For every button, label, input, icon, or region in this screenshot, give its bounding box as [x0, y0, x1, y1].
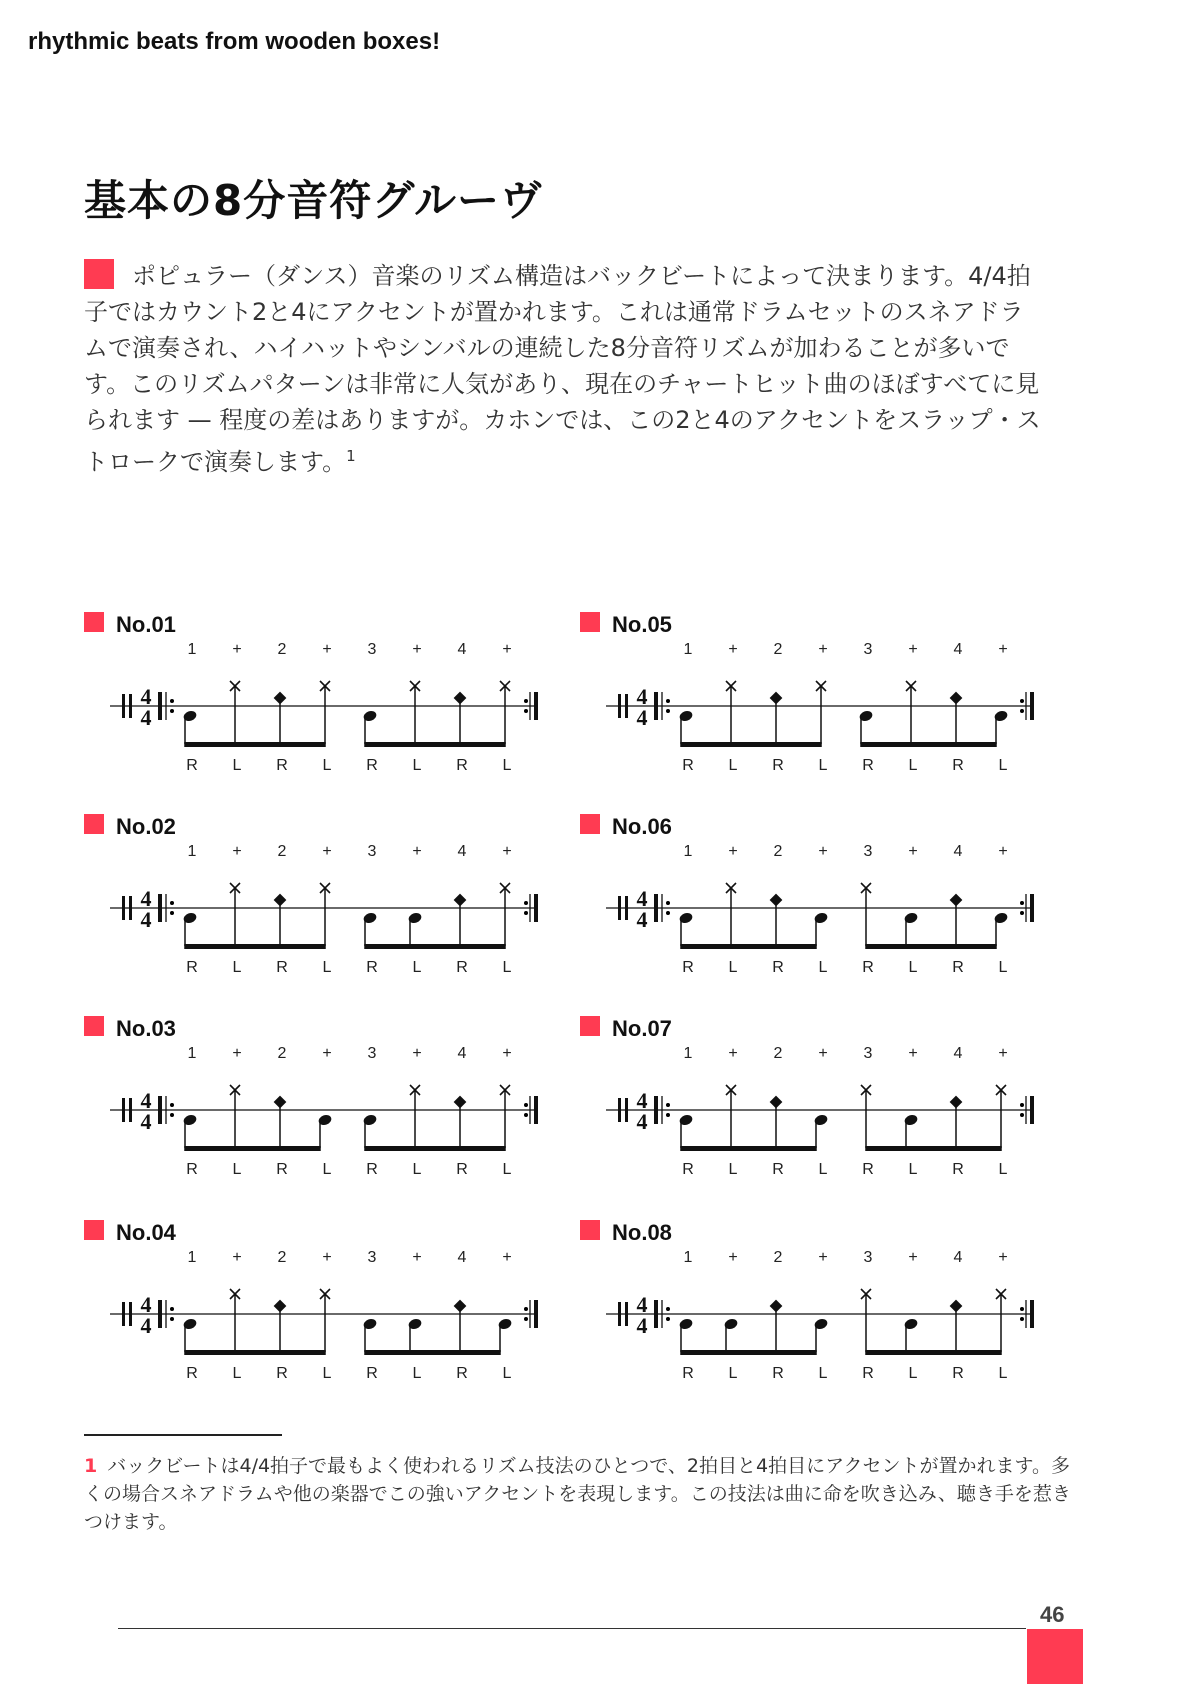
- sticking-label: L: [232, 1161, 242, 1178]
- percussion-clef-bar: [129, 896, 132, 920]
- count-label: +: [818, 641, 828, 658]
- sticking-label: R: [772, 1161, 784, 1178]
- count-label: +: [728, 1045, 738, 1062]
- repeat-end-thick: [1030, 1300, 1034, 1328]
- repeat-dot: [1020, 1113, 1024, 1117]
- sticking-label: R: [862, 1161, 874, 1178]
- beam: [860, 742, 997, 747]
- time-signature-bottom: 4: [636, 907, 648, 932]
- count-label: 3: [863, 1249, 873, 1266]
- accent-square: [84, 814, 104, 834]
- count-label: +: [502, 843, 512, 860]
- repeat-start-thick: [654, 692, 658, 720]
- percussion-clef-bar: [625, 896, 628, 920]
- footnote-ref: 1: [346, 447, 356, 465]
- count-label: 2: [277, 1045, 287, 1062]
- percussion-clef-bar: [625, 1302, 628, 1326]
- example-label: No.04: [116, 1220, 176, 1245]
- repeat-dot: [524, 901, 528, 905]
- count-label: 4: [953, 1249, 963, 1266]
- repeat-dot: [170, 709, 174, 713]
- sticking-label: R: [456, 757, 468, 774]
- count-label: 4: [457, 1249, 467, 1266]
- time-signature-bottom: 4: [140, 1109, 152, 1134]
- count-label: +: [412, 843, 422, 860]
- repeat-dot: [170, 1307, 174, 1311]
- count-label: 1: [187, 1249, 197, 1266]
- example-no04: [84, 1214, 574, 1404]
- beam: [364, 1146, 506, 1151]
- count-label: 1: [187, 1045, 197, 1062]
- repeat-dot: [1020, 709, 1024, 713]
- count-label: +: [322, 843, 332, 860]
- repeat-start-thick: [158, 894, 162, 922]
- staff-notation: [604, 1244, 1064, 1394]
- sticking-label: R: [276, 1365, 288, 1382]
- time-signature-bottom: 4: [140, 1313, 152, 1338]
- count-label: 4: [457, 641, 467, 658]
- sticking-label: R: [186, 1161, 198, 1178]
- sticking-label: L: [818, 1161, 828, 1178]
- repeat-dot: [524, 1307, 528, 1311]
- count-label: 3: [863, 641, 873, 658]
- sticking-label: R: [366, 1161, 378, 1178]
- percussion-clef-bar: [625, 1098, 628, 1122]
- repeat-end-thick: [534, 1096, 538, 1124]
- sticking-label: L: [908, 1161, 918, 1178]
- staff-notation: [604, 1040, 1064, 1190]
- sticking-label: L: [818, 1365, 828, 1382]
- repeat-dot: [1020, 699, 1024, 703]
- sticking-label: R: [862, 1365, 874, 1382]
- count-label: +: [728, 641, 738, 658]
- count-label: +: [908, 1045, 918, 1062]
- accent-square: [580, 1220, 600, 1240]
- count-label: +: [232, 641, 242, 658]
- sticking-label: L: [322, 1365, 332, 1382]
- sticking-label: L: [998, 757, 1008, 774]
- count-label: +: [412, 1045, 422, 1062]
- sticking-label: R: [862, 959, 874, 976]
- repeat-dot: [170, 699, 174, 703]
- repeat-end-thick: [534, 1300, 538, 1328]
- beam: [184, 742, 326, 747]
- sticking-label: L: [818, 757, 828, 774]
- intro-text: ポピュラー（ダンス）音楽のリズム構造はバックビートによって決まります。4/4拍子ではカウント2と4にアクセントが置かれます。これは通常ドラムセットのスネアドラムで演奏され、ハイハットやシンバルの連続した8分音符リズムが加わることが多いです。このリズムパターンは非常に人気があり、現在のチャートヒット曲のほぼすべてに見られます — 程度の差はありますが。カホンでは、この2と4のアクセントをスラップ・ストロークで演奏します。: [84, 262, 1041, 476]
- sticking-label: R: [682, 959, 694, 976]
- accent-square: [580, 1016, 600, 1036]
- sticking-label: R: [772, 959, 784, 976]
- time-signature-top: 4: [636, 684, 648, 709]
- footnote-rule: [84, 1434, 282, 1436]
- page-title: 基本の8分音符グルーヴ: [84, 176, 543, 225]
- beam: [680, 1350, 817, 1355]
- count-label: 2: [277, 843, 287, 860]
- example-no03: [84, 1010, 574, 1200]
- sticking-label: L: [998, 1365, 1008, 1382]
- staff-notation: [604, 838, 1064, 988]
- sticking-label: R: [952, 959, 964, 976]
- repeat-dot: [666, 699, 670, 703]
- count-label: 3: [863, 843, 873, 860]
- count-label: 3: [367, 843, 377, 860]
- sticking-label: R: [276, 959, 288, 976]
- percussion-clef-bar: [122, 1098, 125, 1122]
- bottom-rule: [118, 1628, 1026, 1629]
- staff-notation: [108, 636, 568, 786]
- count-label: +: [412, 641, 422, 658]
- time-signature-top: 4: [636, 1088, 648, 1113]
- count-label: +: [322, 641, 332, 658]
- count-label: +: [502, 641, 512, 658]
- percussion-clef-bar: [129, 694, 132, 718]
- sticking-label: R: [456, 1365, 468, 1382]
- percussion-clef-bar: [129, 1302, 132, 1326]
- page-number: 46: [1040, 1602, 1065, 1627]
- count-label: +: [502, 1045, 512, 1062]
- sticking-label: R: [682, 1161, 694, 1178]
- time-signature-bottom: 4: [140, 705, 152, 730]
- beam: [184, 1350, 326, 1355]
- staff-notation: [604, 636, 1064, 786]
- count-label: 2: [773, 1249, 783, 1266]
- example-label: No.01: [116, 612, 176, 637]
- example-label: No.07: [612, 1016, 672, 1041]
- sticking-label: R: [772, 757, 784, 774]
- sticking-label: R: [186, 1365, 198, 1382]
- repeat-dot: [170, 901, 174, 905]
- sticking-label: L: [502, 959, 512, 976]
- repeat-dot: [1020, 901, 1024, 905]
- repeat-start-thick: [654, 894, 658, 922]
- count-label: +: [322, 1249, 332, 1266]
- repeat-dot: [170, 1113, 174, 1117]
- sticking-label: L: [502, 757, 512, 774]
- repeat-dot: [666, 709, 670, 713]
- staff-notation: [108, 1244, 568, 1394]
- count-label: +: [232, 843, 242, 860]
- time-signature-top: 4: [636, 886, 648, 911]
- repeat-dot: [1020, 1307, 1024, 1311]
- count-label: 1: [683, 843, 693, 860]
- beam: [364, 1350, 501, 1355]
- count-label: 4: [953, 1045, 963, 1062]
- repeat-dot: [524, 1317, 528, 1321]
- sticking-label: R: [366, 757, 378, 774]
- percussion-clef-bar: [122, 1302, 125, 1326]
- count-label: 2: [277, 1249, 287, 1266]
- sticking-label: R: [366, 1365, 378, 1382]
- running-head: rhythmic beats from wooden boxes!: [28, 28, 441, 55]
- sticking-label: R: [366, 959, 378, 976]
- page-tab: [1027, 1629, 1083, 1684]
- count-label: +: [728, 843, 738, 860]
- percussion-clef-bar: [618, 694, 621, 718]
- example-label: No.08: [612, 1220, 672, 1245]
- count-label: 1: [187, 843, 197, 860]
- sticking-label: R: [772, 1365, 784, 1382]
- example-no06: [580, 808, 1070, 998]
- footnote-text: バックビートは4/4拍子で最もよく使われるリズム技法のひとつで、2拍目と4拍目にアクセントが置かれます。多くの場合スネアドラムや他の楽器でこの強いアクセントを表現します。この技法は曲に命を吹き込み、聴き手を惹きつけます。: [84, 1455, 1071, 1533]
- accent-square: [580, 612, 600, 632]
- percussion-clef-bar: [618, 1302, 621, 1326]
- time-signature-bottom: 4: [636, 1109, 648, 1134]
- beam: [865, 1146, 1002, 1151]
- repeat-dot: [524, 1103, 528, 1107]
- sticking-label: R: [456, 959, 468, 976]
- repeat-dot: [170, 911, 174, 915]
- percussion-clef-bar: [122, 694, 125, 718]
- sticking-label: L: [998, 1161, 1008, 1178]
- repeat-start-thick: [158, 1096, 162, 1124]
- sticking-label: R: [952, 1365, 964, 1382]
- sticking-label: R: [186, 757, 198, 774]
- repeat-end-thick: [1030, 1096, 1034, 1124]
- count-label: 3: [367, 1249, 377, 1266]
- time-signature-top: 4: [636, 1292, 648, 1317]
- count-label: +: [998, 843, 1008, 860]
- beam: [680, 742, 822, 747]
- beam: [184, 1146, 321, 1151]
- count-label: +: [322, 1045, 332, 1062]
- count-label: 1: [187, 641, 197, 658]
- accent-square: [84, 1220, 104, 1240]
- repeat-dot: [1020, 1103, 1024, 1107]
- repeat-dot: [524, 699, 528, 703]
- count-label: +: [232, 1249, 242, 1266]
- beam: [364, 944, 506, 949]
- sticking-label: L: [908, 757, 918, 774]
- count-label: +: [818, 843, 828, 860]
- time-signature-bottom: 4: [636, 705, 648, 730]
- count-label: +: [908, 641, 918, 658]
- example-no08: [580, 1214, 1070, 1404]
- example-label: No.05: [612, 612, 672, 637]
- example-no07: [580, 1010, 1070, 1200]
- repeat-end-thick: [534, 894, 538, 922]
- beam: [184, 944, 326, 949]
- count-label: 2: [277, 641, 287, 658]
- count-label: 4: [457, 843, 467, 860]
- time-signature-top: 4: [140, 886, 152, 911]
- count-label: 2: [773, 641, 783, 658]
- accent-square: [580, 814, 600, 834]
- sticking-label: L: [818, 959, 828, 976]
- example-no01: [84, 606, 574, 796]
- repeat-dot: [170, 1103, 174, 1107]
- count-label: 4: [953, 641, 963, 658]
- sticking-label: L: [998, 959, 1008, 976]
- percussion-clef-bar: [122, 896, 125, 920]
- count-label: 4: [953, 843, 963, 860]
- accent-square: [84, 1016, 104, 1036]
- sticking-label: R: [276, 757, 288, 774]
- count-label: +: [908, 843, 918, 860]
- percussion-clef-bar: [625, 694, 628, 718]
- repeat-dot: [666, 1113, 670, 1117]
- intro-paragraph: [84, 258, 1044, 480]
- sticking-label: R: [456, 1161, 468, 1178]
- count-label: +: [998, 641, 1008, 658]
- repeat-start-thick: [158, 1300, 162, 1328]
- repeat-start-thick: [654, 1300, 658, 1328]
- sticking-label: L: [412, 1365, 422, 1382]
- count-label: +: [908, 1249, 918, 1266]
- count-label: 3: [367, 1045, 377, 1062]
- sticking-label: R: [186, 959, 198, 976]
- percussion-clef-bar: [129, 1098, 132, 1122]
- sticking-label: L: [322, 757, 332, 774]
- sticking-label: R: [682, 757, 694, 774]
- sticking-label: L: [728, 1161, 738, 1178]
- sticking-label: L: [232, 1365, 242, 1382]
- count-label: 3: [863, 1045, 873, 1062]
- repeat-dot: [1020, 1317, 1024, 1321]
- count-label: +: [412, 1249, 422, 1266]
- sticking-label: L: [412, 757, 422, 774]
- sticking-label: L: [412, 1161, 422, 1178]
- count-label: 2: [773, 1045, 783, 1062]
- count-label: 1: [683, 641, 693, 658]
- repeat-dot: [524, 709, 528, 713]
- sticking-label: L: [502, 1161, 512, 1178]
- repeat-dot: [170, 1317, 174, 1321]
- sticking-label: L: [232, 959, 242, 976]
- sticking-label: L: [728, 1365, 738, 1382]
- count-label: +: [818, 1249, 828, 1266]
- example-no05: [580, 606, 1070, 796]
- repeat-dot: [1020, 911, 1024, 915]
- staff-notation: [108, 838, 568, 988]
- count-label: 1: [683, 1045, 693, 1062]
- sticking-label: L: [322, 959, 332, 976]
- repeat-dot: [666, 901, 670, 905]
- sticking-label: R: [276, 1161, 288, 1178]
- time-signature-top: 4: [140, 1292, 152, 1317]
- count-label: 3: [367, 641, 377, 658]
- footnote-mark: 1: [84, 1455, 98, 1477]
- repeat-dot: [524, 1113, 528, 1117]
- sticking-label: L: [728, 959, 738, 976]
- example-label: No.06: [612, 814, 672, 839]
- count-label: 4: [457, 1045, 467, 1062]
- count-label: +: [818, 1045, 828, 1062]
- time-signature-top: 4: [140, 684, 152, 709]
- count-label: +: [728, 1249, 738, 1266]
- beam: [364, 742, 506, 747]
- sticking-label: R: [682, 1365, 694, 1382]
- beam: [865, 944, 997, 949]
- repeat-dot: [524, 911, 528, 915]
- repeat-end-thick: [1030, 692, 1034, 720]
- repeat-end-thick: [534, 692, 538, 720]
- accent-square: [84, 259, 114, 289]
- sticking-label: L: [908, 1365, 918, 1382]
- repeat-end-thick: [1030, 894, 1034, 922]
- count-label: 2: [773, 843, 783, 860]
- time-signature-bottom: 4: [636, 1313, 648, 1338]
- example-label: No.03: [116, 1016, 176, 1041]
- count-label: 1: [683, 1249, 693, 1266]
- sticking-label: L: [412, 959, 422, 976]
- count-label: +: [502, 1249, 512, 1266]
- repeat-start-thick: [654, 1096, 658, 1124]
- count-label: +: [998, 1249, 1008, 1266]
- percussion-clef-bar: [618, 896, 621, 920]
- sticking-label: R: [952, 757, 964, 774]
- footnote: [84, 1452, 1074, 1536]
- repeat-dot: [666, 1103, 670, 1107]
- count-label: +: [232, 1045, 242, 1062]
- repeat-dot: [666, 911, 670, 915]
- time-signature-top: 4: [140, 1088, 152, 1113]
- beam: [865, 1350, 1002, 1355]
- example-label: No.02: [116, 814, 176, 839]
- sticking-label: L: [322, 1161, 332, 1178]
- sticking-label: L: [502, 1365, 512, 1382]
- example-no02: [84, 808, 574, 998]
- time-signature-bottom: 4: [140, 907, 152, 932]
- count-label: +: [998, 1045, 1008, 1062]
- sticking-label: R: [862, 757, 874, 774]
- beam: [680, 1146, 817, 1151]
- repeat-start-thick: [158, 692, 162, 720]
- staff-notation: [108, 1040, 568, 1190]
- sticking-label: L: [908, 959, 918, 976]
- repeat-dot: [666, 1307, 670, 1311]
- sticking-label: L: [728, 757, 738, 774]
- repeat-dot: [666, 1317, 670, 1321]
- sticking-label: R: [952, 1161, 964, 1178]
- beam: [680, 944, 817, 949]
- accent-square: [84, 612, 104, 632]
- percussion-clef-bar: [618, 1098, 621, 1122]
- sticking-label: L: [232, 757, 242, 774]
